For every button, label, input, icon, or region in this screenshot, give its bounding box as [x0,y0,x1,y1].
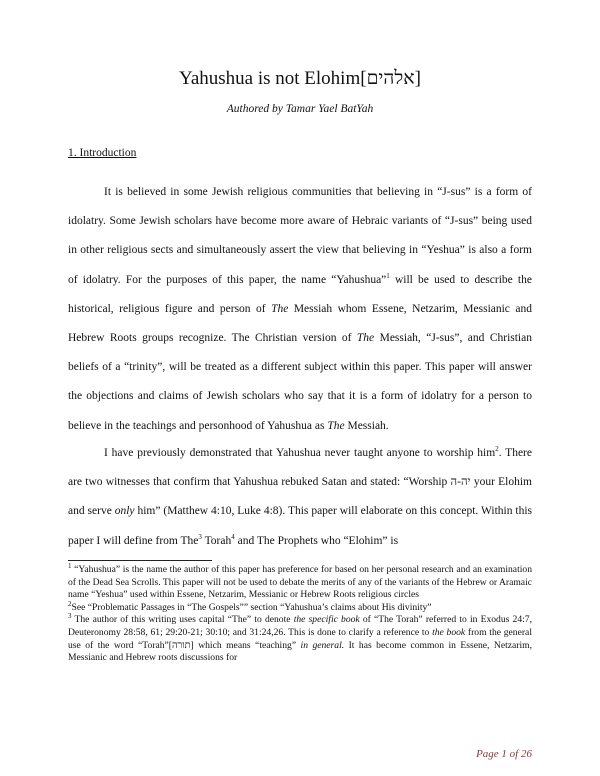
p1-text-b: will be used to describe the historical, religious figure and person of [68,273,532,315]
p1-text-c: Messiah whom Essene, Netzarim, Messianic and Hebrew Roots groups recognize. The Christian version of [68,302,532,345]
paragraph-1 [68,178,532,441]
footnote-ref-1[interactable]: 1 [386,271,390,280]
footnote-3-text-d: It has become common in Essene, Netzarim, Messianic and Hebrew roots discussions for [68,639,532,664]
page-number: Page 1 of 26 [476,748,532,760]
footnote-3 [68,614,532,664]
p2-text-b: . There are two witnesses that confirm that Yahushua rebuked Satan and stated: “Worship יה-ה your Elohim and serve [68,447,532,518]
footnote-2-text: See “Problematic Passages in “The Gospels”” section “Yahushua’s claims about His divinity” [71,601,432,613]
footnote-1-text: “Yahushua” is the name the author of this paper has preference for based on her personal research and an examination of the Dead Sea Scrolls. This paper will not be used to debate the merits of any of the variants of the Hebrew or Aramaic name “Yeshua” used within Essene, Netzarim, Messianic or Hebrew Roots religious circles [68,564,532,601]
p2-text-d: Torah [201,534,232,547]
footnote-mark: 3 [68,612,72,621]
footnote-mark: 2 [68,599,72,608]
section-heading: 1. Introduction [68,147,137,159]
paragraph-2 [68,439,532,556]
footnote-3-emphasis: the book [432,626,466,638]
p2-text-c: him” (Matthew 4:10, Luke 4:8). This paper will elaborate on this concept. Within this paper I will define from The [68,505,532,547]
p1-text-e: Messiah. [344,419,389,432]
footnote-3-text-c: from the general use of the word “Torah”[תורה] which means “teaching” [68,626,532,651]
footnote-separator [68,560,212,561]
footnote-3-emphasis: in general. [300,639,345,651]
footnote-ref-2[interactable]: 2 [495,445,499,454]
footnote-mark: 1 [68,561,72,570]
footnote-2 [68,599,532,615]
footnote-3-text-b: of “The Torah” referred to in Exodus 24:7, Deuteronomy 28:58, 61; 29:20-21; 30:10; and 31:24,26. This is done to clarify a reference to [68,614,532,638]
footnote-3-text-a: The author of this writing uses capital “The” to denote [71,614,294,626]
p1-text-d: Messiah, “J-sus”, and Christian beliefs of a “trinity”, will be treated as a different subject within this paper. This paper will answer the objections and claims of Jewish scholars who say that it is a form of idolatry for a person to believe in the teachings and personhood of Yahushua as [68,332,532,432]
footnote-ref-3[interactable]: 3 [198,532,202,541]
p1-emphasis-the: The [271,302,289,315]
footnote-1 [68,561,532,602]
footnote-ref-4[interactable]: 4 [231,532,235,541]
page-title: Yahushua is not Elohim[אלהים] [179,68,421,89]
footnote-3-emphasis: the specific book [293,614,360,626]
footnotes [68,561,532,665]
p1-text-a: It is believed in some Jewish religious communities that believing in “J-sus” is a form of idolatry. Some Jewish scholars have become more aware of Hebraic variants of “J-sus” being used in other religious sects and simultaneously assert the view that believing in “Yeshua” is also a form of idolatry. For the purposes of this paper, the name “Yahushua” [68,186,532,286]
p1-emphasis-the: The [356,332,375,345]
p2-text-e: and The Prophets who “Elohim” is [234,534,399,547]
p1-emphasis-the: The [327,419,345,432]
p2-text-a: I have previously demonstrated that Yahushua never taught anyone to worship him [104,447,496,459]
p2-emphasis-only: only [114,505,135,518]
author-line: Authored by Tamar Yael BatYah [226,103,374,115]
